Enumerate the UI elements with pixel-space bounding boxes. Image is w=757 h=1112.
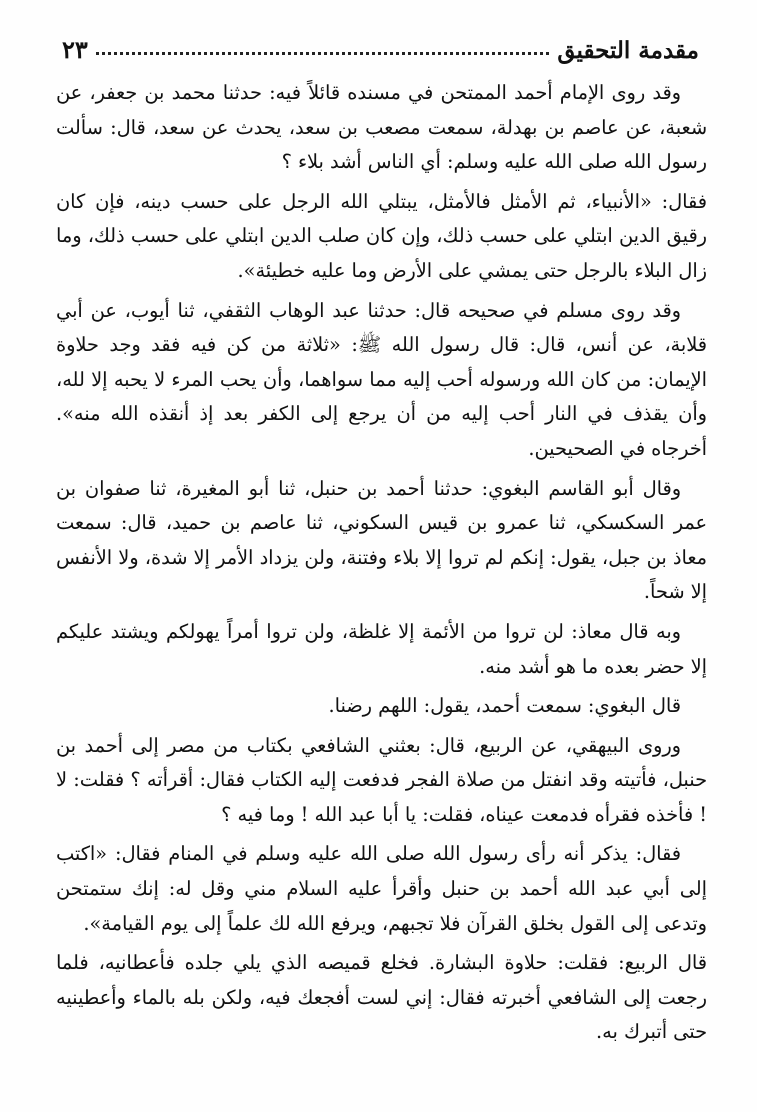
dot-leader (96, 52, 550, 55)
paragraph: وبه قال معاذ: لن تروا من الأئمة إلا غلظة، ولن تروا أمراً يهولكم ويشتد عليكم إلا حضر بعده ما هو أشد منه. (56, 619, 707, 678)
paragraph: وقد روى الإمام أحمد الممتحن في مسنده قائلاً فيه: حدثنا محمد بن جعفر، عن شعبة، عن عاصم بن بهدلة، سمعت مصعب بن سعد، يحدث عن سعد، قال: سألت رسول الله صلى الله عليه وسلم: أي الناس أشد بلاء ؟ (56, 81, 707, 174)
paragraph: وقال أبو القاسم البغوي: حدثنا أحمد بن حنبل، ثنا أبو المغيرة، ثنا صفوان بن عمر السكسكي، ثنا عمرو بن قيس السكوني، ثنا عاصم بن حميد، قال: سمعت معاذ بن جبل، يقول: إنكم لم تروا إلا بلاء وفتنة، ولن يزداد الأمر إلا شدة، ولا الأنفس إلا شحاً. (56, 476, 707, 604)
paragraph: وقد روى مسلم في صحيحه قال: حدثنا عبد الوهاب الثقفي، ثنا أيوب، عن أبي قلابة، عن أنس، قال: قال رسول الله ﷺ: «ثلاثة من كن فيه فقد وجد حلاوة الإيمان: من كان الله ورسوله أحب إليه مما سواهما، وأن يحب المرء لا يحبه إلا لله، وأن يقذف في النار أحب إليه من أن يرجع إلى الكفر بعد إذ أنقذه الله منه». أخرجاه في الصحيحين. (56, 298, 707, 460)
paragraph: فقال: «الأنبياء، ثم الأمثل فالأمثل، يبتلي الله الرجل على حسب دينه، فإن كان رقيق الدين ابتلي على حسب ذلك، وإن كان صلب الدين ابتلي على حسب ذلك، وما زال البلاء بالرجل حتى يمشي على الأرض وما عليه خطيئة». (56, 189, 707, 282)
paragraph: فقال: يذكر أنه رأى رسول الله صلى الله عليه وسلم في المنام فقال: «اكتب إلى أبي عبد الله أحمد بن حنبل وأقرأ عليه السلام مني وقل له: إنك ستمتحن وتدعى إلى القول بخلق القرآن فلا تجبهم، ويرفع الله لك علماً إلى يوم القيامة». (56, 842, 707, 935)
running-header (62, 28, 699, 64)
paragraph: قال الربيع: فقلت: حلاوة البشارة. فخلع قميصه الذي يلي جلده فأعطانيه، فلما رجعت إلى الشافعي أخبرته فقال: إني لست أفجعك فيه، ولكن بله بالماء وأعطينيه حتى أتبرك به. (56, 951, 707, 1044)
paragraph: وروى البيهقي، عن الربيع، قال: بعثني الشافعي بكتاب من مصر إلى أحمد بن حنبل، فأتيته وقد انفتل من صلاة الفجر فدفعت إليه الكتاب فقال: أقرأته ؟ فقلت: لا ! فأخذه فقرأه فدمعت عيناه، فقلت: يا أبا عبد الله ! وما فيه ؟ (56, 733, 707, 826)
section-title: مقدمة التحقيق (557, 37, 699, 64)
body-text (56, 76, 707, 1050)
page-number: ٢٣ (62, 35, 88, 64)
paragraph: قال البغوي: سمعت أحمد، يقول: اللهم رضنا. (328, 694, 681, 718)
